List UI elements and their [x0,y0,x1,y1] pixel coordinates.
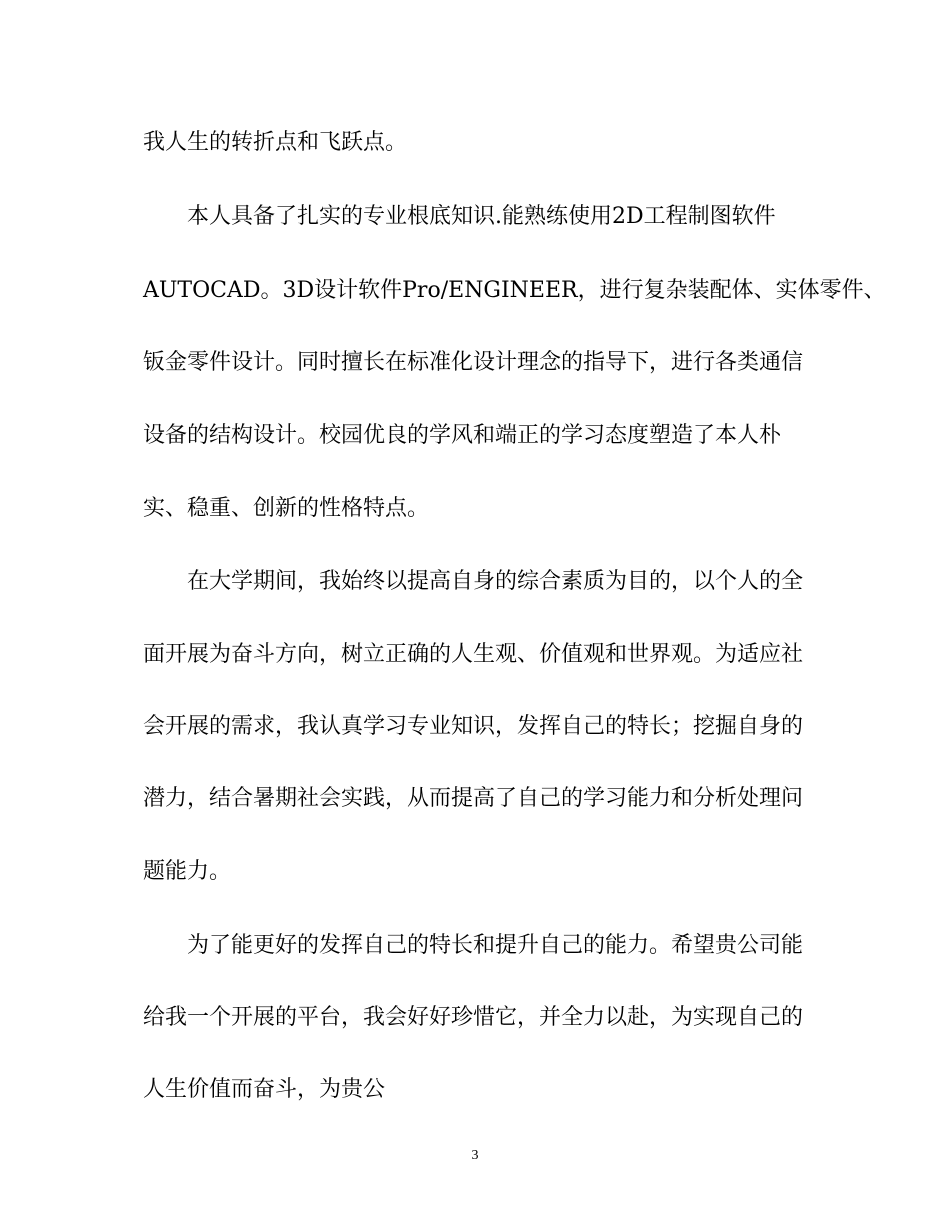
paragraph-line: 人生价值而奋斗，为贵公 [143,1077,386,1102]
paragraph-line: 为了能更好的发挥自己的特长和提升自己的能力。希望贵公司能 [187,933,804,958]
paragraph-line: 题能力。 [143,859,232,884]
paragraph-line: 本人具备了扎实的专业根底知识.能熟练使用2D工程制图软件 [187,204,776,229]
paragraph-line: 面开展为奋斗方向，树立正确的人生观、价值观和世界观。为适应社 [143,642,804,667]
paragraph-line: 潜力，结合暑期社会实践，从而提高了自己的学习能力和分析处理问 [143,786,804,811]
paragraph-line: 设备的结构设计。校园优良的学风和端正的学习态度塑造了本人朴 [143,423,782,448]
paragraph-line: 钣金零件设计。同时擅长在标准化设计理念的指导下，进行各类通信 [143,350,804,375]
paragraph-line: 在大学期间，我始终以提高自身的综合素质为目的，以个人的全 [187,569,804,594]
paragraph-line: 实、稳重、创新的性格特点。 [143,496,430,521]
paragraph-line: AUTOCAD。3D设计软件Pro/ENGINEER，进行复杂装配体、实体零件、 [143,278,886,303]
paragraph-line: 给我一个开展的平台，我会好好珍惜它，并全力以赴，为实现自己的 [143,1005,804,1030]
page-number: 3 [471,1148,479,1163]
paragraph-line: 我人生的转折点和飞跃点。 [143,130,408,155]
paragraph-line: 会开展的需求，我认真学习专业知识，发挥自己的特长；挖掘自身的 [143,714,804,739]
